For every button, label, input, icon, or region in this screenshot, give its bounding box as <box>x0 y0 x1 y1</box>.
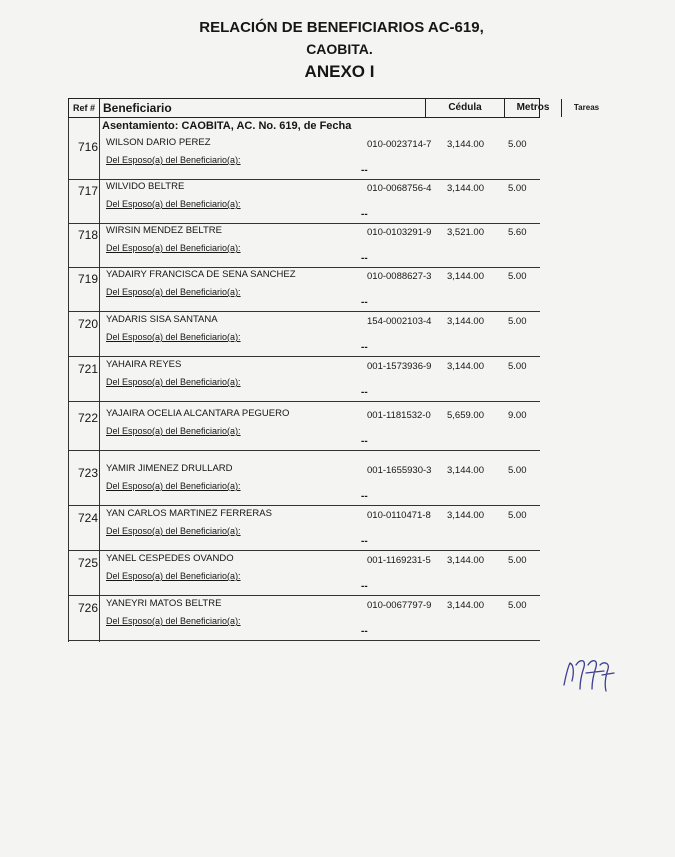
header-cedula: Cédula <box>426 99 505 117</box>
metros-value: 5,659.00 <box>447 410 484 421</box>
header-ref: Ref # <box>69 99 100 117</box>
tareas-value: 5.00 <box>508 510 527 521</box>
metros-value: 3,144.00 <box>447 465 484 476</box>
spouse-label: Del Esposo(a) del Beneficiario(a): <box>106 287 241 297</box>
tareas-value: 5.60 <box>508 227 527 238</box>
table-row <box>68 134 540 180</box>
cedula-value: 010-0067797-9 <box>367 600 432 611</box>
cedula-value: 010-0023714-7 <box>367 139 432 150</box>
cedula-value: 010-0088627-3 <box>367 271 432 282</box>
spouse-label: Del Esposo(a) del Beneficiario(a): <box>106 199 241 209</box>
beneficiary-name: YAHAIRA REYES <box>106 359 182 370</box>
row-divider <box>68 640 540 641</box>
row-ref: 718 <box>77 228 98 242</box>
beneficiary-name: YANEL CESPEDES OVANDO <box>106 553 234 564</box>
metros-value: 3,144.00 <box>447 139 484 150</box>
cedula-value: 010-0103291-9 <box>367 227 432 238</box>
spouse-label: Del Esposo(a) del Beneficiario(a): <box>106 377 241 387</box>
table-row <box>68 222 540 268</box>
spouse-dash: -- <box>361 165 368 176</box>
table-header <box>68 98 600 118</box>
row-ref: 723 <box>77 466 98 480</box>
beneficiary-name: YADAIRY FRANCISCA DE SENA SANCHEZ <box>106 269 296 280</box>
cedula-value: 010-0110471-8 <box>367 510 431 521</box>
metros-value: 3,144.00 <box>447 600 484 611</box>
annex-title: ANEXO I <box>304 62 375 81</box>
table-row <box>68 460 540 506</box>
metros-value: 3,144.00 <box>447 510 484 521</box>
beneficiary-name: WIRSIN MENDEZ BELTRE <box>106 225 222 236</box>
tareas-value: 5.00 <box>508 600 527 611</box>
cedula-value: 001-1181532-0 <box>367 410 431 421</box>
spouse-label: Del Esposo(a) del Beneficiario(a): <box>106 426 241 436</box>
spouse-label: Del Esposo(a) del Beneficiario(a): <box>106 332 241 342</box>
spouse-label: Del Esposo(a) del Beneficiario(a): <box>106 571 241 581</box>
row-ref: 724 <box>77 511 98 525</box>
spouse-dash: -- <box>361 536 368 547</box>
metros-value: 3,144.00 <box>447 183 484 194</box>
row-ref: 719 <box>77 272 98 286</box>
spouse-label: Del Esposo(a) del Beneficiario(a): <box>106 481 241 491</box>
tareas-value: 9.00 <box>508 410 527 421</box>
beneficiary-name: YANEYRI MATOS BELTRE <box>106 598 222 609</box>
beneficiary-name: YAJAIRA OCELIA ALCANTARA PEGUERO <box>106 408 290 419</box>
row-ref: 722 <box>77 411 98 425</box>
header-tareas: Tareas <box>573 103 600 112</box>
cedula-value: 001-1573936-9 <box>367 361 432 372</box>
metros-value: 3,144.00 <box>447 316 484 327</box>
table-row <box>68 311 540 357</box>
table-row <box>68 266 540 312</box>
tareas-value: 5.00 <box>508 271 527 282</box>
spouse-label: Del Esposo(a) del Beneficiario(a): <box>106 243 241 253</box>
header-beneficiario: Beneficiario <box>100 99 426 117</box>
spouse-dash: -- <box>361 436 368 447</box>
row-ref: 717 <box>77 184 98 198</box>
table-row <box>68 550 540 596</box>
tareas-value: 5.00 <box>508 465 527 476</box>
spouse-dash: -- <box>361 253 368 264</box>
table-row <box>68 505 540 551</box>
tareas-value: 5.00 <box>508 139 527 150</box>
metros-value: 3,144.00 <box>447 271 484 282</box>
spouse-dash: -- <box>361 387 368 398</box>
spouse-label: Del Esposo(a) del Beneficiario(a): <box>106 616 241 626</box>
cedula-value: 001-1655930-3 <box>367 465 432 476</box>
tareas-value: 5.00 <box>508 361 527 372</box>
row-divider <box>68 401 540 402</box>
row-divider <box>68 450 540 451</box>
spouse-dash: -- <box>361 342 368 353</box>
table-row <box>68 356 540 402</box>
row-ref: 716 <box>77 140 98 154</box>
row-ref: 720 <box>77 317 98 331</box>
cedula-value: 154-0002103-4 <box>367 316 432 327</box>
row-ref: 726 <box>77 601 98 615</box>
cedula-value: 001-1169231-5 <box>367 555 431 566</box>
metros-value: 3,144.00 <box>447 361 484 372</box>
spouse-dash: -- <box>361 581 368 592</box>
spouse-dash: -- <box>361 297 368 308</box>
beneficiary-name: YADARIS SISA SANTANA <box>106 314 218 325</box>
tareas-value: 5.00 <box>508 316 527 327</box>
table-row <box>68 405 540 451</box>
document-subtitle: CAOBITA. <box>306 41 373 57</box>
tareas-value: 5.00 <box>508 555 527 566</box>
asentamiento-label: Asentamiento: CAOBITA, AC. No. 619, de Fecha <box>102 120 352 132</box>
table-row <box>68 595 540 641</box>
document-title: RELACIÓN DE BENEFICIARIOS AC-619, <box>199 19 484 36</box>
beneficiary-name: WILVIDO BELTRE <box>106 181 185 192</box>
spouse-dash: -- <box>361 491 368 502</box>
beneficiary-name: YAN CARLOS MARTINEZ FERRERAS <box>106 508 272 519</box>
header-metros: Metros <box>505 99 562 117</box>
spouse-label: Del Esposo(a) del Beneficiario(a): <box>106 526 241 536</box>
metros-value: 3,521.00 <box>447 227 484 238</box>
tareas-value: 5.00 <box>508 183 527 194</box>
cedula-value: 010-0068756-4 <box>367 183 432 194</box>
beneficiary-name: YAMIR JIMENEZ DRULLARD <box>106 463 233 474</box>
beneficiary-name: WILSON DARIO PEREZ <box>106 137 211 148</box>
spouse-label: Del Esposo(a) del Beneficiario(a): <box>106 155 241 165</box>
row-ref: 721 <box>77 362 98 376</box>
row-ref: 725 <box>77 556 98 570</box>
metros-value: 3,144.00 <box>447 555 484 566</box>
handwritten-signature <box>560 655 620 695</box>
spouse-dash: -- <box>361 626 368 637</box>
table-row <box>68 178 540 224</box>
spouse-dash: -- <box>361 209 368 220</box>
